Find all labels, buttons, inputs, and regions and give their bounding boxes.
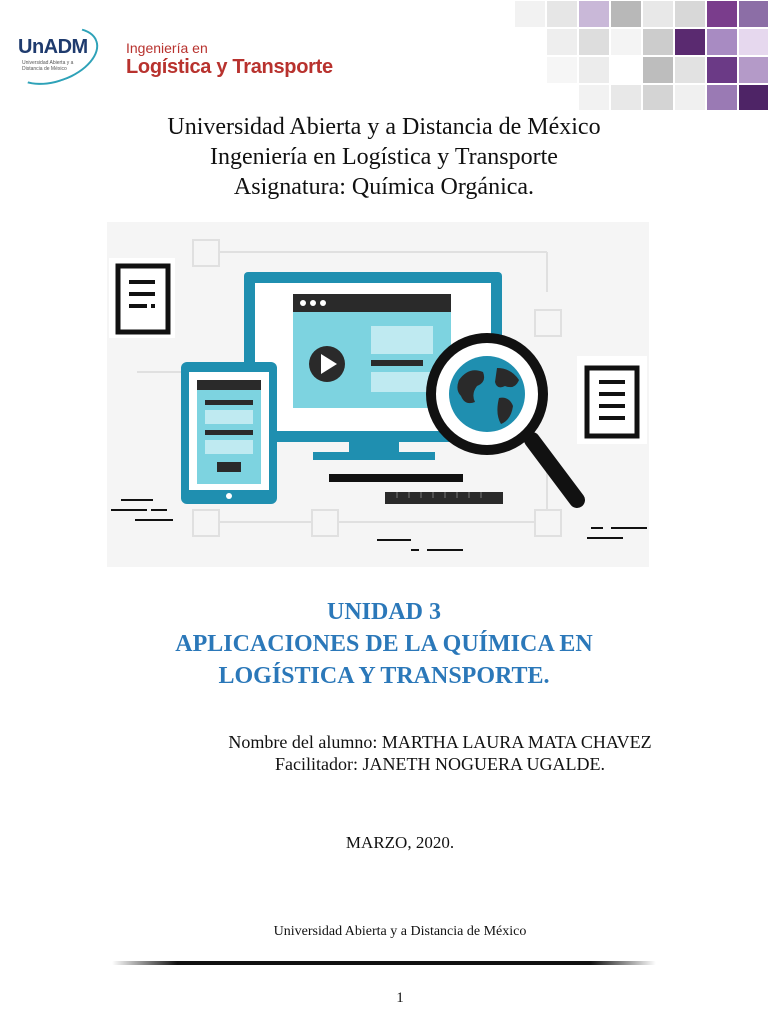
mosaic-tile (546, 0, 578, 28)
mosaic-tile (546, 84, 578, 110)
mosaic-tile (738, 84, 768, 110)
mosaic-tile (674, 84, 706, 110)
unit-heading (120, 596, 648, 692)
logo-subtitle: Universidad Abierta y a Distancia de México (22, 60, 74, 72)
title-subject: Asignatura: Química Orgánica. (233, 174, 535, 200)
document-icon-left (109, 258, 175, 338)
mosaic-tile (546, 28, 578, 56)
mosaic-tile (610, 56, 642, 84)
mosaic-tile (610, 28, 642, 56)
cover-illustration (107, 222, 649, 567)
mosaic-tile (738, 28, 768, 56)
student-name: Nombre del alumno: MARTHA LAURA MATA CHAVEZ (228, 732, 652, 752)
header-mosaic (482, 0, 768, 110)
mosaic-tile (514, 28, 546, 56)
document-icon-right (577, 356, 647, 444)
program-logo-line1: Ingeniería en (126, 40, 208, 56)
mosaic-tile (610, 84, 642, 110)
mosaic-tile (482, 56, 514, 84)
unit-number: UNIDAD 3 (327, 599, 441, 625)
footer-institution: Universidad Abierta y a Distancia de México (273, 924, 527, 939)
mosaic-tile (642, 56, 674, 84)
mosaic-tile (706, 84, 738, 110)
mosaic-tile (482, 84, 514, 110)
unit-title-line2: LOGÍSTICA Y TRANSPORTE. (218, 663, 550, 689)
mosaic-tile (706, 0, 738, 28)
mosaic-tile (642, 28, 674, 56)
mosaic-tile (514, 0, 546, 28)
mosaic-tile (610, 0, 642, 28)
program-logo (126, 40, 333, 78)
page-number: 1 (396, 990, 404, 1006)
title-university: Universidad Abierta y a Distancia de México (167, 114, 601, 140)
title-program: Ingeniería en Logística y Transporte (210, 144, 558, 170)
mosaic-tile (546, 56, 578, 84)
program-logo-line2: Logística y Transporte (126, 56, 333, 78)
mosaic-tile (738, 56, 768, 84)
footer-divider (112, 961, 656, 965)
facilitator-name: Facilitador: JANETH NOGUERA UGALDE. (275, 754, 605, 774)
document-titles (120, 112, 648, 202)
mosaic-tile (578, 56, 610, 84)
logo-name: UnADM (18, 36, 88, 58)
tablet-icon (181, 362, 277, 504)
mosaic-tile (706, 56, 738, 84)
mosaic-tile (738, 0, 768, 28)
mosaic-tile (514, 84, 546, 110)
mosaic-tile (674, 0, 706, 28)
mosaic-tile (578, 84, 610, 110)
unadm-logo (10, 30, 100, 86)
mosaic-tile (706, 28, 738, 56)
document-date: MARZO, 2020. (345, 833, 455, 852)
mosaic-tile (674, 28, 706, 56)
computer-search-illustration (107, 222, 649, 567)
mosaic-tile (642, 0, 674, 28)
mosaic-tile (482, 0, 514, 28)
mosaic-tile (578, 0, 610, 28)
unit-title-line1: APLICACIONES DE LA QUÍMICA EN (175, 631, 593, 657)
mosaic-tile (514, 56, 546, 84)
mosaic-tile (642, 84, 674, 110)
mosaic-tile (674, 56, 706, 84)
student-info (140, 731, 740, 775)
mosaic-tile (482, 28, 514, 56)
mosaic-tile (578, 28, 610, 56)
